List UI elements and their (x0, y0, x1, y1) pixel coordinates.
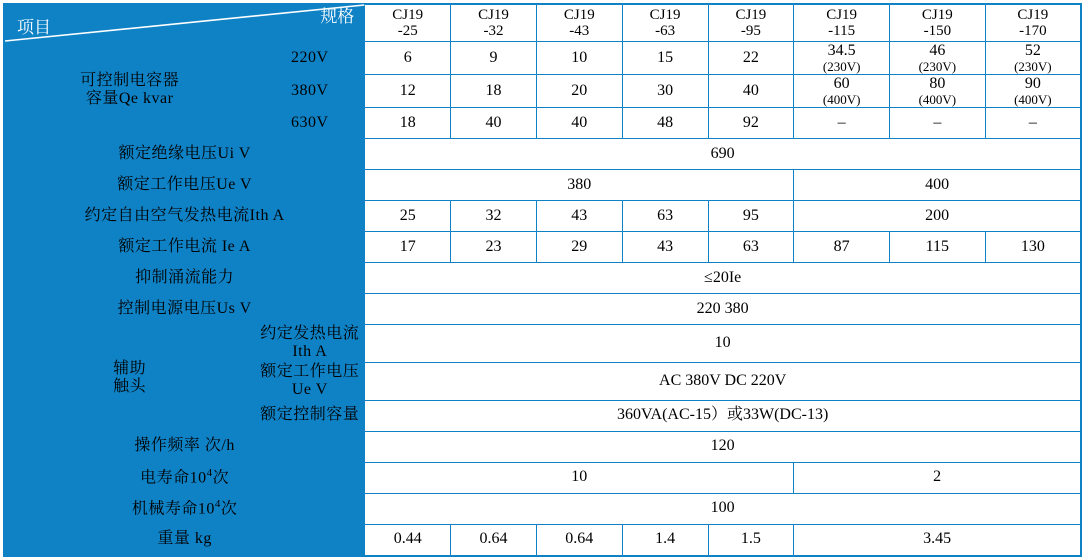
auxiliary-row-label: 约定发热电流Ith A (255, 325, 365, 363)
corner-spec-label: 规格 (320, 7, 355, 26)
corner-item-label: 项目 (17, 18, 51, 38)
row-value: 32 (451, 201, 537, 232)
model-name-line2: -25 (397, 23, 418, 39)
row-value: 63 (708, 232, 794, 263)
model-name-line2: -95 (740, 23, 761, 39)
row-label: 抑制涌流能力 (4, 263, 365, 294)
spec-row-electrical-life (4, 462, 1081, 493)
model-name-line1: CJ19 (563, 6, 595, 23)
capacity-value: 34.5 (827, 42, 856, 59)
row-label: 额定绝缘电压Ui V (4, 139, 365, 170)
row-value: 63 (622, 201, 708, 232)
capacity-value-cell (536, 75, 622, 108)
capacity-value: 15 (657, 48, 674, 66)
row-value: 43 (622, 232, 708, 263)
row-value: 690 (365, 139, 1081, 170)
model-name-line2: -170 (1019, 23, 1047, 39)
capacity-value-cell: 48 (622, 108, 708, 139)
row-value: 3.45 (794, 524, 1081, 556)
capacity-value-cell (985, 42, 1081, 75)
row-value: 130 (985, 232, 1081, 263)
capacity-value: 30 (657, 81, 674, 99)
row-value: 220 380 (365, 294, 1081, 325)
capacity-voltage-label: 380V (255, 75, 365, 108)
model-name-line1: CJ19 (478, 6, 509, 23)
capacity-row-label (4, 42, 255, 139)
row-label: 操作频率 次/h (4, 431, 365, 462)
table-header-row (4, 4, 1081, 42)
capacity-value: 10 (571, 48, 588, 66)
capacity-value: 60 (833, 75, 850, 93)
capacity-value-note: (230V) (1014, 59, 1052, 75)
capacity-value: 80 (929, 75, 946, 93)
spec-row-weight (4, 524, 1081, 556)
model-name-line2: -150 (923, 23, 952, 39)
capacity-value: 9 (489, 48, 498, 66)
auxiliary-label-line1: 辅助 (113, 359, 147, 377)
row-value: 10 (365, 462, 794, 493)
auxiliary-label-line2: 触头 (113, 377, 147, 395)
model-header-cell (622, 4, 708, 42)
spec-row-thermal-current (4, 201, 1081, 232)
model-name-line2: -43 (569, 23, 590, 39)
row-value: 87 (794, 232, 890, 263)
diagonal-divider-icon (5, 5, 364, 41)
capacity-voltage-label: 220V (255, 42, 365, 75)
row-value: 400 (794, 170, 1081, 201)
row-label: 额定工作电流 Ie A (4, 232, 365, 263)
capacity-value: 52 (1024, 42, 1041, 59)
capacity-value: 46 (929, 42, 946, 59)
capacity-value-cell (451, 42, 537, 75)
spec-row-rated-current (4, 232, 1081, 263)
row-value: 29 (536, 232, 622, 263)
model-header-cell (890, 4, 986, 42)
capacity-value-cell (985, 75, 1081, 108)
row-value: 95 (708, 201, 794, 232)
exponent: 4 (214, 498, 221, 511)
capacity-value-cell (890, 75, 986, 108)
capacity-value-cell (622, 75, 708, 108)
model-header-cell (794, 4, 890, 42)
model-header-cell (536, 4, 622, 42)
auxiliary-group-label (4, 325, 255, 432)
spec-row-operation-frequency (4, 431, 1081, 462)
model-name-line1: CJ19 (392, 6, 424, 23)
auxiliary-row-label: 额定工作电压Ue V (255, 362, 365, 400)
spec-row-inrush-suppression (4, 263, 1081, 294)
capacity-value-note: (400V) (918, 92, 957, 108)
auxiliary-row-label: 额定控制容量 (255, 400, 365, 431)
capacity-value-cell: – (794, 108, 890, 139)
row-label: 约定自由空气发热电流Ith A (4, 201, 365, 232)
capacity-value: 18 (485, 81, 502, 99)
model-header-cell (451, 4, 537, 42)
capacity-label-line1: 可控制电容器 (80, 72, 180, 90)
row-value: 1.5 (708, 524, 794, 556)
capacity-value: 12 (399, 81, 416, 99)
capacity-value: 22 (742, 48, 759, 66)
capacity-value-cell: 18 (365, 108, 451, 139)
model-header-cell (985, 4, 1081, 42)
row-value: 0.44 (365, 524, 451, 556)
capacity-value-cell (708, 75, 794, 108)
row-value: 0.64 (536, 524, 622, 556)
corner-header-cell (4, 4, 365, 42)
capacity-value-cell: – (985, 108, 1081, 139)
row-value: 0.64 (451, 524, 537, 556)
capacity-row-220v (4, 42, 1081, 75)
capacity-value: 40 (742, 81, 759, 99)
row-label: 控制电源电压Us V (4, 294, 365, 325)
row-value: 2 (794, 462, 1081, 493)
model-name-line1: CJ19 (649, 6, 681, 23)
model-name-line1: CJ19 (1017, 6, 1049, 23)
auxiliary-row-value: 360VA(AC-15）或33W(DC-13) (365, 400, 1081, 431)
model-name-line1: CJ19 (826, 6, 858, 23)
capacity-value-cell: 40 (451, 108, 537, 139)
row-value: 43 (536, 201, 622, 232)
spec-row-control-supply-voltage (4, 294, 1081, 325)
auxiliary-row-value: 10 (365, 325, 1081, 363)
capacity-value-cell (622, 42, 708, 75)
spec-row-insulation-voltage (4, 139, 1081, 170)
row-value: 120 (365, 431, 1081, 462)
row-label: 机械寿命$10^4$次 (4, 493, 365, 524)
spec-table-page (0, 3, 1085, 548)
row-value: 380 (365, 170, 794, 201)
model-name-line2: -115 (828, 23, 856, 39)
auxiliary-row-value: AC 380V DC 220V (365, 362, 1081, 400)
capacity-value-cell: 40 (536, 108, 622, 139)
auxiliary-row-thermal-current (4, 325, 1081, 363)
capacity-value-note: (400V) (822, 92, 861, 108)
capacity-value-note: (230V) (918, 59, 957, 75)
capacity-voltage-label: 630V (255, 108, 365, 139)
capacity-value-cell (794, 75, 890, 108)
row-value: 25 (365, 201, 451, 232)
row-label: 重量 kg (4, 524, 365, 556)
model-header-cell (708, 4, 794, 42)
capacity-value-cell (451, 75, 537, 108)
model-name-line1: CJ19 (921, 6, 953, 23)
capacity-value-cell: 92 (708, 108, 794, 139)
specification-table (3, 3, 1082, 557)
row-value: ≤20Ie (365, 263, 1081, 294)
capacity-value-cell (365, 75, 451, 108)
spec-row-mechanical-life (4, 493, 1081, 524)
spec-row-working-voltage (4, 170, 1081, 201)
model-header-cell (365, 4, 451, 42)
capacity-value-cell (536, 42, 622, 75)
model-name-line1: CJ19 (735, 6, 767, 23)
capacity-value-cell (708, 42, 794, 75)
capacity-value: 90 (1024, 75, 1041, 93)
row-label: 额定工作电压Ue V (4, 170, 365, 201)
capacity-value-cell (890, 42, 986, 75)
capacity-label-line2: 容量Qe kvar (85, 90, 174, 108)
capacity-value-note: (230V) (822, 59, 861, 75)
row-value: 23 (451, 232, 537, 263)
row-value: 100 (365, 493, 1081, 524)
row-value: 200 (794, 201, 1081, 232)
exponent: 4 (206, 467, 213, 480)
row-value: 17 (365, 232, 451, 263)
model-name-line2: -63 (655, 23, 676, 39)
capacity-value-cell (794, 42, 890, 75)
row-label: 电寿命$10^4$次 (4, 462, 365, 493)
model-name-line2: -32 (483, 23, 504, 39)
capacity-value: 6 (403, 48, 412, 66)
row-value: 1.4 (622, 524, 708, 556)
capacity-value-cell: – (890, 108, 986, 139)
capacity-value: 20 (571, 81, 588, 99)
capacity-value-note: (400V) (1014, 92, 1052, 108)
row-value: 115 (890, 232, 986, 263)
capacity-value-cell (365, 42, 451, 75)
